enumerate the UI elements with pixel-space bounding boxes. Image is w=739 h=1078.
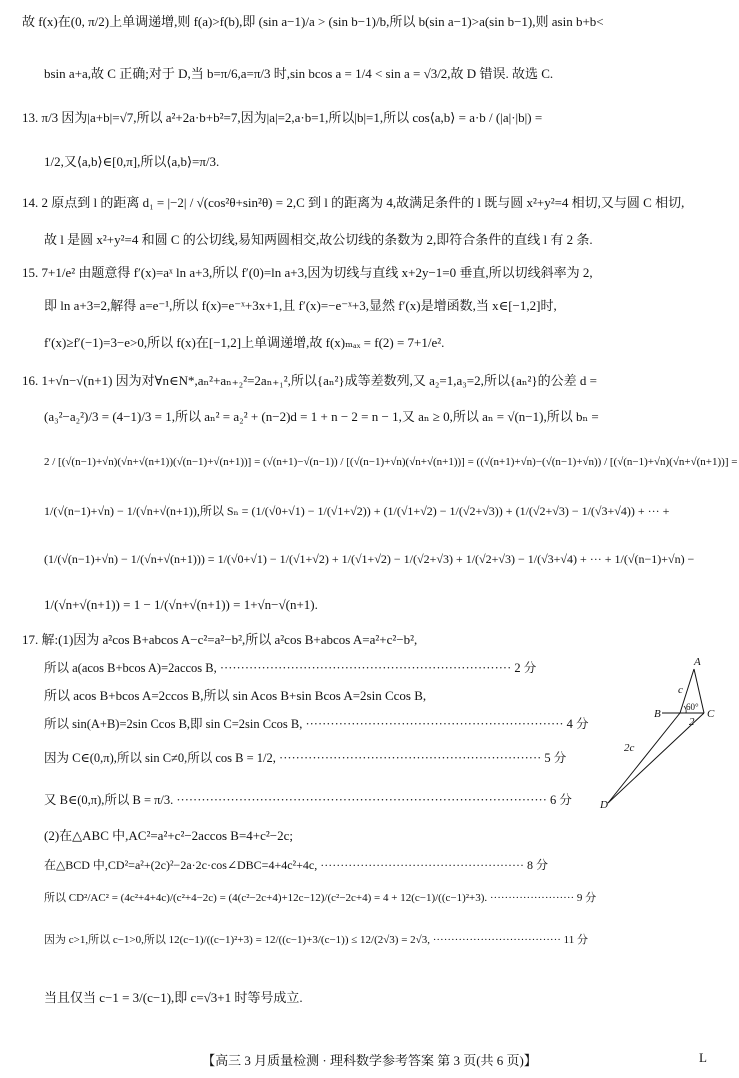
line-1: 故 f(x)在(0, π/2)上单调递增,则 f(a)>f(b),即 (sin a−1)/a > (sin b−1)/b,所以 b(sin a−1)>a(sin b−1),则 asin b+b< [22,14,604,29]
label-d: D [600,799,608,810]
line-9: f′(x)≥f′(−1)=3−e>0,所以 f(x)在[−1,2]上单调递增,故 f(x)ₘₐₓ = f(2) = 7+1/e². [44,335,445,350]
line-18: 所以 acos B+bcos A=2ccos B,所以 sin Acos B+sin Bcos A=2sin Ccos B, [44,688,427,703]
label-side-c: c [678,684,683,696]
line-3: 13. π/3 因为|a+b|=√7,所以 a²+2a·b+b²=7,因为|a|=2,a·b=1,所以|b|=1,所以 cos⟨a,b⟩ = a·b / (|a|·|b|) = [22,110,543,125]
label-a: A [694,656,701,668]
line-11: (a₃²−a₂²)/3 = (4−1)/3 = 1,所以 aₙ² = a₂² + (n−2)d = 1 + n − 2 = n − 1,又 aₙ ≥ 0,所以 aₙ = √(n−1),所以 bₙ = [44,409,599,424]
line-10: 16. 1+√n−√(n+1) 因为对∀n∈N*,aₙ²+aₙ₊₂²=2aₙ₊₁²,所以{aₙ²}成等差数列,又 a₂=1,a₃=2,所以{aₙ²}的公差 d = [22,373,597,388]
line-12: 2 / [(√(n−1)+√n)(√n+√(n+1))(√(n−1)+√(n+1))] = (√(n+1)−√(n−1)) / [(√(n−1)+√n)(√n+√(n+1))] = ((√(n+1)+√n)−(√(n−1)+√n)) / [(√(n−1)+√n)(√n+√(n+1))] = [44,456,738,468]
line-5: 14. 2 原点到 l 的距离 d₁ = |−2| / √(cos²θ+sin²θ) = 2,C 到 l 的距离为 4,故满足条件的 l 既与圆 x²+y²=4 相切,又与圆 C 相切, [22,195,685,210]
line-21: 又 B∈(0,π),所以 B = π/3. ························································································· 6 分 [44,793,572,807]
line-8: 即 ln a+3=2,解得 a=e⁻¹,所以 f(x)=e⁻ˣ+3x+1,且 f′(x)=−e⁻ˣ+3,显然 f′(x)是增函数,当 x∈[−1,2]时, [44,298,557,313]
line-22: (2)在△ABC 中,AC²=a²+c²−2accos B=4+c²−2c; [44,828,294,843]
line-6: 故 l 是圆 x²+y²=4 和圆 C 的公切线,易知两圆相交,故公切线的条数为 2,即符合条件的直线 l 有 2 条. [44,232,593,247]
line-25: 因为 c>1,所以 c−1>0,所以 12(c−1)/((c−1)²+3) = 12/((c−1)+3/(c−1)) ≤ 12/(2√3) = 2√3, ··································· 11 分 [44,934,588,946]
label-angle: 60° [686,702,699,712]
line-13: 1/(√(n−1)+√n) − 1/(√n+√(n+1)),所以 Sₙ = (1/(√0+√1) − 1/(√1+√2)) + (1/(√1+√2) − 1/(√2+√3)) + (1/(√2+√3) − 1/(√3+√4)) + ··· + [44,504,670,518]
line-14: (1/(√(n−1)+√n) − 1/(√n+√(n+1))) = 1/(√0+√1) − 1/(√1+√2) + 1/(√1+√2) − 1/(√2+√3) + 1/(√2+√3) − 1/(√3+√4) + ··· + 1/(√(n−1)+√n) − [44,552,695,566]
line-2: bsin a+a,故 C 正确;对于 D,当 b=π/6,a=π/3 时,sin bcos a = 1/4 < sin a = √3/2,故 D 错误. 故选 C. [44,66,554,81]
label-side-2c: 2c [624,742,635,754]
line-16: 17. 解:(1)因为 a²cos B+abcos A−c²=a²−b²,所以 a²cos B+abcos A=a²+c²−b², [22,632,418,647]
line-19: 所以 sin(A+B)=2sin Ccos B,即 sin C=2sin Ccos B, ······························································ 4 分 [44,717,589,731]
line-24: 所以 CD²/AC² = (4c²+4+4c)/(c²+4−2c) = (4(c²−2c+4)+12c−12)/(c²−2c+4) = 4 + 12(c−1)/((c−1)²+3). ······················· 9 分 [44,892,597,904]
footer-mark: L [699,1050,707,1065]
label-side-2: 2 [689,716,695,728]
page-footer: 【高三 3 月质量检测 · 理科数学参考答案 第 3 页(共 6 页)】 [202,1053,537,1068]
line-7: 15. 7+1/e² 由题意得 f′(x)=aˣ ln a+3,所以 f′(0)=ln a+3,因为切线与直线 x+2y−1=0 垂直,所以切线斜率为 2, [22,265,593,280]
line-20: 因为 C∈(0,π),所以 sin C≠0,所以 cos B = 1/2, ······························································· 5 分 [44,751,567,765]
line-17: 所以 a(acos B+bcos A)=2accos B, ······································································ 2 分 [44,661,537,675]
line-26: 当且仅当 c−1 = 3/(c−1),即 c=√3+1 时等号成立. [44,990,303,1005]
label-b: B [654,708,661,720]
triangle-figure [596,655,726,810]
line-4: 1/2,又⟨a,b⟩∈[0,π],所以⟨a,b⟩=π/3. [44,154,220,169]
line-23: 在△BCD 中,CD²=a²+(2c)²−2a·2c·cos∠DBC=4+4c²+4c, ··················································· 8 分 [44,858,549,872]
label-c: C [707,708,715,720]
line-15: 1/(√n+√(n+1)) = 1 − 1/(√n+√(n+1)) = 1+√n−√(n+1). [44,597,318,612]
edge-bd [608,713,680,803]
